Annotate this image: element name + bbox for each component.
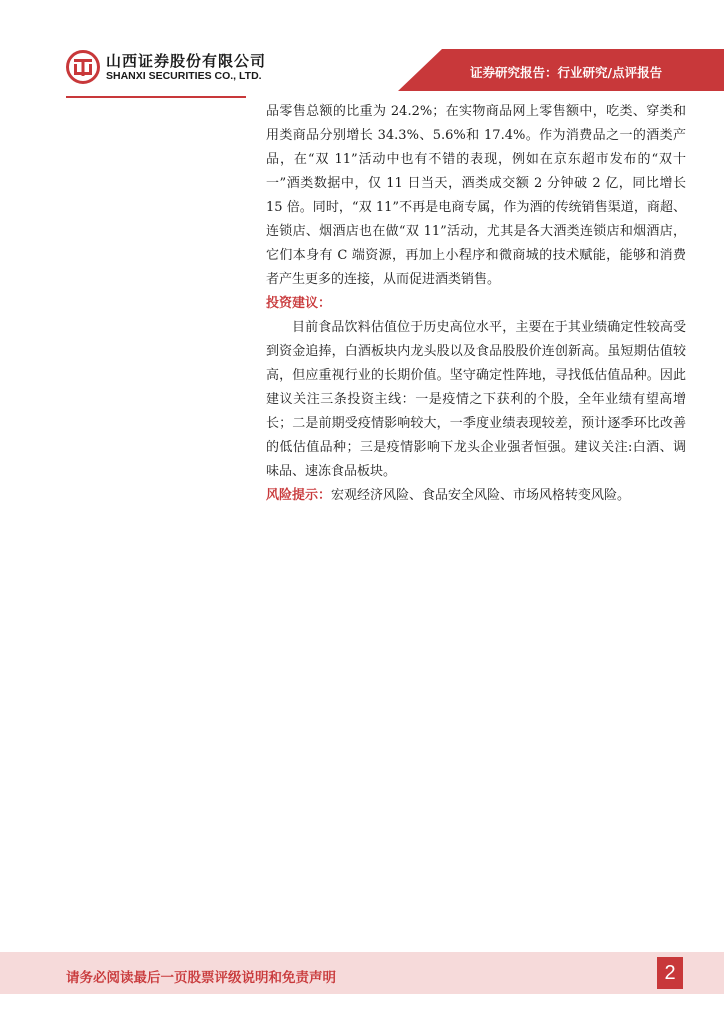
page-header: [0, 0, 724, 100]
company-name-en: SHANXI SECURITIES CO., LTD.: [106, 70, 262, 82]
risk-warning-text: 宏观经济风险、食品安全风险、市场风格转变风险。: [331, 488, 631, 503]
report-type-label: 证券研究报告：行业研究/点评报告: [470, 65, 663, 80]
company-logo-icon: [66, 50, 100, 84]
risk-warning: [266, 484, 686, 508]
body-paragraph-2: 目前食品饮料估值位于历史高位水平，主要在于其业绩确定性较高受到资金追捧，白酒板块内龙头股以及食品股股价连创新高。虽短期估值较高，但应重视行业的长期价值。坚守确定性阵地，寻找低估值品种。因此建议关注三条投资主线：一是疫情之下获利的个股，全年业绩有望高增长；二是前期受疫情影响较大，一季度业绩表现较差，预计逐季环比改善的低估值品种；三是疫情影响下龙头企业强者恒强。建议关注:白酒、调味品、速冻食品板块。: [266, 320, 686, 479]
page-number: 2: [657, 957, 683, 989]
footer-disclaimer: 请务必阅读最后一页股票评级说明和免责声明: [66, 970, 336, 986]
header-divider: [66, 96, 246, 98]
body-paragraph-1: 品零售总额的比重为 24.2%；在实物商品网上零售额中，吃类、穿类和用类商品分别增长 34.3%、5.6%和 17.4%。作为消费品之一的酒类产品，在“双 11”活动中也有不错的表现，例如在京东超市发布的“双十一”酒类数据中，仅 11 日当天，酒类成交额 2 分钟破 2 亿，同比增长 15 倍。同时，“双 11”不再是电商专属，作为酒的传统销售渠道，商超、连锁店、烟酒店也在做“双 11”活动，尤其是各大酒类连锁店和烟酒店，它们本身有 C 端资源，再加上小程序和微商城的技术赋能，能够和消费者产生更多的连接，从而促进酒类销售。: [266, 104, 686, 287]
company-name-cn: 山西证券股份有限公司: [106, 52, 267, 70]
report-body: [266, 100, 686, 508]
risk-warning-label: 风险提示：: [266, 488, 332, 503]
investment-advice-heading: 投资建议：: [266, 296, 332, 311]
